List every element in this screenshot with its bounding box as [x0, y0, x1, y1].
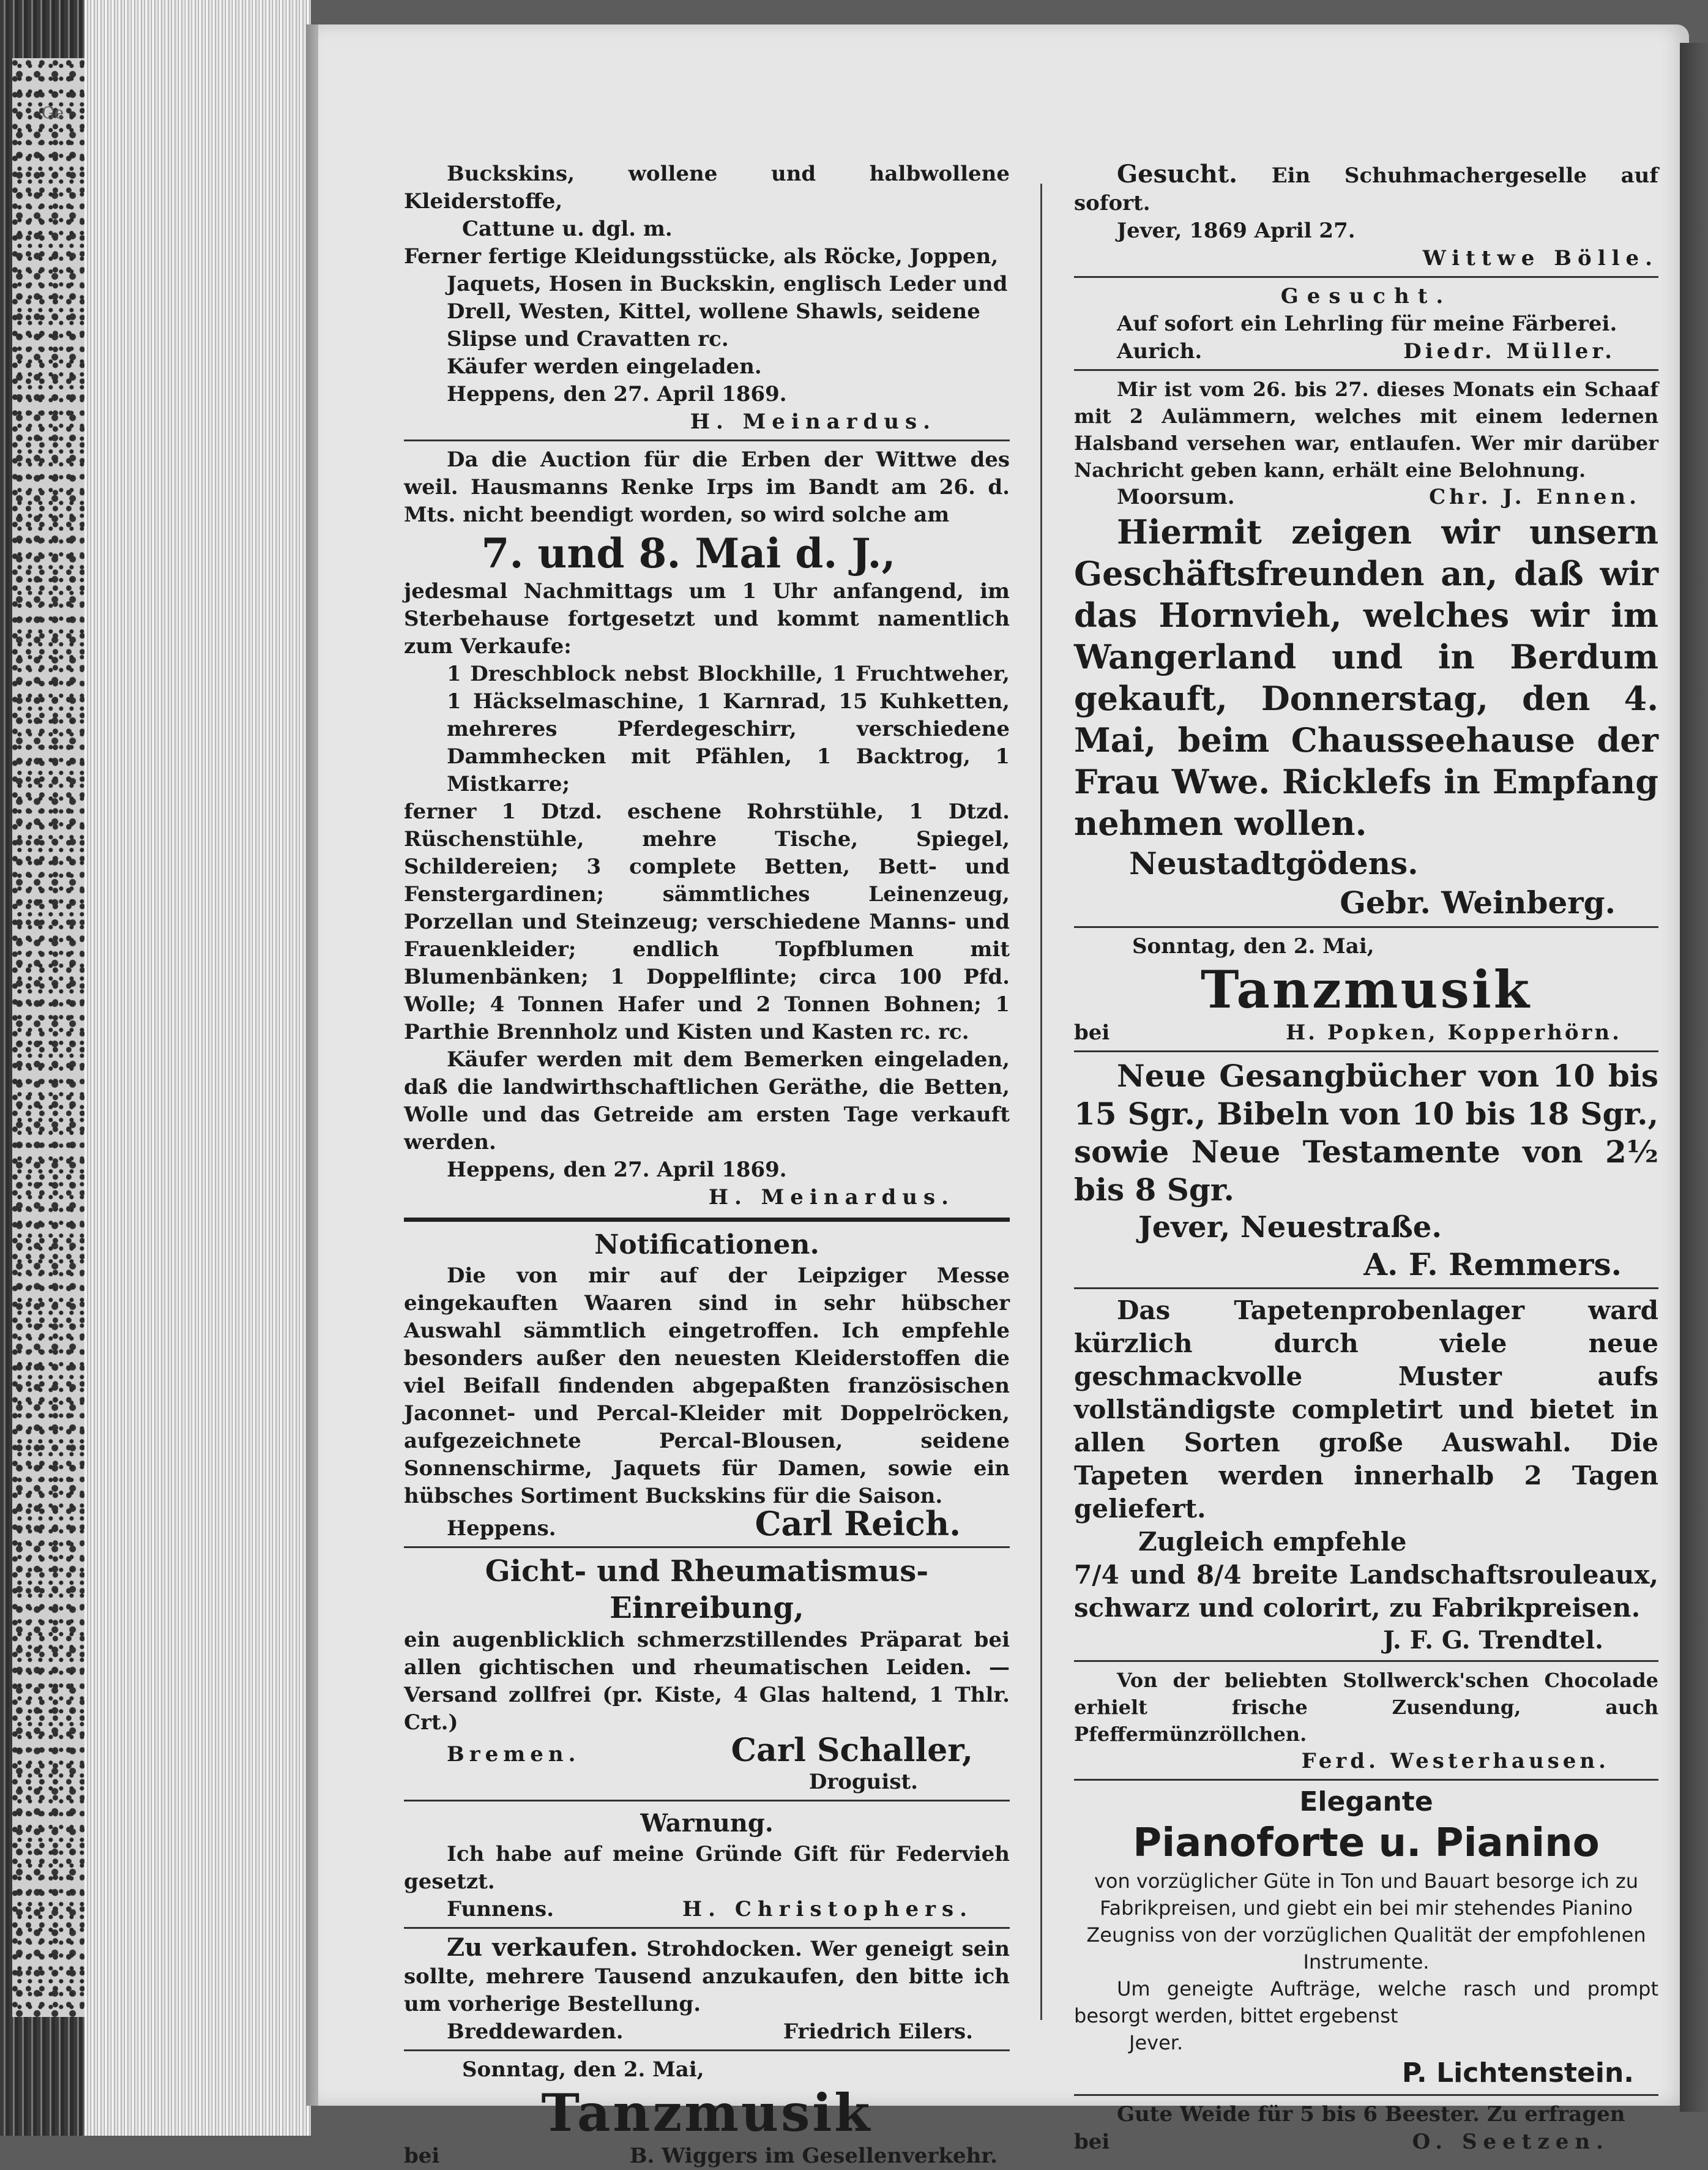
dance-heading: Tanzmusik	[541, 2082, 873, 2143]
ad-text: Da die Auction für die Erben der Wittwe des weil. Hausmanns Renke Irps im Bandt am 26. d. Mts. nicht beendigt worden, so wird solche am	[404, 447, 1010, 527]
ad-footer	[1074, 1019, 1658, 1047]
bei-label: bei	[1074, 2130, 1110, 2154]
ad-signature: Diedr. Müller.	[1403, 339, 1616, 364]
ad-place: Breddewarden.	[447, 2019, 624, 2044]
ad-footer	[1074, 338, 1658, 365]
separator	[1074, 1660, 1658, 1662]
ad-notifications	[404, 1228, 1010, 1543]
ad-heading: Warnung.	[640, 1809, 774, 1838]
ad-text: von vorzüglicher Güte in Ton und Bauart besorge ich zu Fabrikpreisen, und giebt ein bei mir stehendes Pianino Zeugniss von der vorzüglichen Qualität der empfohlenen Instrumente.	[1086, 1869, 1646, 1974]
ad-signature: Wittwe Bölle.	[1422, 246, 1658, 271]
separator	[1074, 369, 1658, 371]
ad-pasture	[1074, 2101, 1658, 2156]
ad-text: Auf sofort ein Lehrling für meine Färberei.	[1117, 312, 1617, 336]
ad-text: Zugleich empfehle	[1138, 1527, 1407, 1557]
ad-auction	[404, 446, 1010, 1211]
ad-clothing	[404, 160, 1010, 436]
ad-heading: Gesucht.	[1280, 284, 1452, 309]
ad-text	[1074, 160, 1658, 217]
ad-text: Neue Gesangbücher von 10 bis 15 Sgr., Bibeln von 10 bis 18 Sgr., sowie Neue Testamente von 2½ bis 8 Sgr.	[1074, 1058, 1658, 1208]
ad-signature: H. Christophers.	[682, 1897, 973, 1921]
separator	[1074, 926, 1658, 928]
ad-text: Ich habe auf meine Gründe Gift für Federvieh gesetzt.	[404, 1842, 1010, 1894]
ad-line: Slipse und Cravatten rc.	[447, 327, 729, 351]
ad-footer	[1074, 2128, 1658, 2156]
ad-lead: Gesucht.	[1117, 160, 1238, 189]
ad-host: H. Popken, Kopperhörn.	[1286, 1020, 1622, 1045]
piano-heading: Pianoforte u. Pianino	[1133, 1820, 1600, 1866]
ad-warning	[404, 1806, 1010, 1923]
ad-line: Heppens, den 27. April 1869.	[447, 382, 787, 406]
separator	[404, 1546, 1010, 1548]
ad-place: Funnens.	[447, 1897, 554, 1921]
ad-pianos	[1074, 1786, 1658, 2090]
ad-host: B. Wiggers im Gesellenverkehr.	[629, 2144, 998, 2168]
section-heading: Notificationen.	[594, 1229, 819, 1260]
ad-footer	[404, 2018, 1010, 2046]
dance-heading: Tanzmusik	[1200, 959, 1532, 1020]
ad-gicht	[404, 1553, 1010, 1796]
ad-place-date: Heppens, den 27. April 1869.	[447, 1158, 787, 1182]
ad-text: Das Tapetenprobenlager ward kürzlich durch viele neue geschmackvolle Muster aufs vollständigste completirt und bietet in allen Sorten große Auswahl. Die Tapeten werden innerhalb 2 Tagen geliefert.	[1074, 1295, 1658, 1524]
ad-line: Ferner fertige Kleidungsstücke, als Röcke, Joppen,	[404, 244, 999, 269]
ad-text: Die von mir auf der Leipziger Messe eingekauften Waaren sind in sehr hübscher Auswahl sämmtlich eingetroffen. Ich empfehle besonders außer den neuesten Kleiderstoffen die viel Beifall findenden abgepaßten französischen Jaconnet- und Percal-Kleider mit Doppelröcken, aufgezeichnete Percal-Blousen, seidene Sonnenschirme, Jaquets für Damen, sowie ein hübsches Sortiment Buckskins für die Saison.	[404, 1263, 1010, 1508]
ad-place: Bremen.	[447, 1742, 581, 1767]
ad-wallpaper	[1074, 1294, 1658, 1656]
ad-signature: H. Meinardus.	[690, 410, 936, 434]
ad-text: Gute Weide für 5 bis 6 Beester. Zu erfragen	[1117, 2102, 1625, 2127]
ad-text: Käufer werden mit dem Bemerken eingeladen, daß die landwirthschaftlichen Geräthe, die Betten, Wolle und das Getreide am ersten Tage verkauft werden.	[404, 1047, 1010, 1154]
ad-signature: Carl Reich.	[755, 1504, 961, 1543]
right-column	[1074, 160, 1658, 2156]
ad-signature: J. F. G. Trendtel.	[1383, 1626, 1603, 1655]
ad-place: Jever.	[1129, 2031, 1184, 2054]
separator	[1074, 2094, 1658, 2096]
right-background	[1680, 43, 1708, 2112]
ad-signature: H. Meinardus.	[708, 1185, 955, 1210]
ad-line: Cattune u. dgl. m.	[462, 217, 673, 241]
ad-line: Käufer werden eingeladen.	[447, 354, 762, 379]
separator	[404, 2049, 1010, 2051]
ad-signature: Friedrich Eilers.	[783, 2019, 973, 2044]
separator	[404, 440, 1010, 441]
ad-footer	[404, 1732, 1010, 1769]
ad-place: Heppens.	[447, 1516, 556, 1541]
ad-text: Hiermit zeigen wir unsern Geschäftsfreunden an, daß wir das Hornvieh, welches wir im Wangerland und in Berdum gekauft, Donnerstag, den 4. Mai, beim Chausseehause der Frau Wwe. Ricklefs in Empfang nehmen wollen.	[1074, 512, 1658, 843]
marbled-endpaper	[12, 58, 86, 2017]
separator	[1074, 1287, 1658, 1289]
ad-signature: P. Lichtenstein.	[1401, 2057, 1634, 2089]
ad-text	[404, 1934, 1010, 2018]
ad-place: Moorsum.	[1117, 485, 1235, 509]
ad-text: Von der beliebten Stollwerck'schen Chocolade erhielt frische Zusendung, auch Pfeffermünzröllchen.	[1074, 1669, 1658, 1746]
left-column	[404, 160, 1010, 2170]
auction-date: 7. und 8. Mai d. J.,	[481, 529, 896, 577]
separator	[1074, 1050, 1658, 1052]
ad-title: Droguist.	[808, 1770, 918, 1794]
ad-footer	[404, 1896, 1010, 1923]
ad-signature: Gebr. Weinberg.	[1340, 885, 1616, 921]
bei-label: bei	[404, 2144, 440, 2168]
ad-dance-left	[404, 2056, 1010, 2170]
bei-label: bei	[1074, 1020, 1110, 1045]
thick-separator	[404, 1218, 1010, 1222]
ad-signature: Ferd. Westerhausen.	[1301, 1749, 1609, 1773]
ad-date: Sonntag, den 2. Mai,	[462, 2057, 704, 2082]
ad-for-sale	[404, 1934, 1010, 2046]
ad-wanted-apprentice	[1074, 283, 1658, 365]
ad-signature: Carl Schaller,	[731, 1732, 973, 1769]
ad-line: Buckskins, wollene und halbwollene Kleiderstoffe,	[404, 162, 1010, 214]
ad-text: Mir ist vom 26. bis 27. dieses Monats ein Schaaf mit 2 Aulämmern, welches mit einem ledernen Halsband versehen war, entlaufen. Wer mir darüber Nachricht geben kann, erhält eine Belohnung.	[1074, 378, 1658, 482]
ad-line: Drell, Westen, Kittel, wollene Shawls, seidene	[447, 299, 980, 324]
ad-dance-right	[1074, 933, 1658, 1047]
column-divider	[1040, 184, 1042, 2020]
margin-label: Ge	[42, 104, 64, 122]
separator	[1074, 1779, 1658, 1781]
ad-date: Sonntag, den 2. Mai,	[1132, 934, 1374, 959]
ad-place-date: Jever, 1869 April 27.	[1117, 219, 1356, 243]
separator	[404, 1800, 1010, 1801]
ad-footer	[404, 2142, 1010, 2170]
ad-footer	[1074, 484, 1658, 511]
ad-text: ein augenblicklich schmerzstillendes Präparat bei allen gichtischen und rheumatischen Leiden. — Versand zollfrei (pr. Kiste, 4 Glas haltend, 1 Thlr. Crt.)	[404, 1628, 1010, 1735]
separator	[404, 1927, 1010, 1929]
ad-line: Jaquets, Hosen in Buckskin, englisch Leder und	[447, 272, 1008, 296]
ad-chocolate	[1074, 1667, 1658, 1775]
ad-text-body: Strohdocken. Wer geneigt sein sollte, mehrere Tausend anzukaufen, den bitte ich um vorherige Bestellung.	[404, 1937, 1010, 2016]
ad-signature: O. Seetzen.	[1412, 2130, 1609, 2154]
ad-signature: Chr. J. Ennen.	[1429, 485, 1640, 509]
ad-pre: Elegante	[1299, 1786, 1433, 1817]
ad-place: Neustadtgödens.	[1129, 845, 1419, 881]
separator	[1074, 276, 1658, 278]
ad-place: Aurich.	[1117, 339, 1203, 364]
ad-text: Um geneigte Aufträge, welche rasch und prompt besorgt werden, bittet ergebenst	[1074, 1977, 1658, 2027]
ad-footer	[404, 1504, 1010, 1543]
ad-place: Jever, Neuestraße.	[1138, 1210, 1442, 1244]
ad-text: jedesmal Nachmittags um 1 Uhr anfangend, im Sterbehause fortgesetzt und kommt namentlich zum Verkaufe:	[404, 579, 1010, 659]
ad-text: 7/4 und 8/4 breite Landschaftsrouleaux, schwarz und colorirt, zu Fabrikpreisen.	[1074, 1560, 1658, 1623]
ad-lead: Zu verkaufen.	[447, 1933, 638, 1962]
page-edges	[84, 0, 311, 2136]
ad-signature: A. F. Remmers.	[1363, 1246, 1622, 1282]
ad-cattle	[1074, 511, 1658, 922]
ad-text-body: Ein Schuhmachergeselle auf sofort.	[1074, 163, 1658, 215]
ad-lost-sheep	[1074, 376, 1658, 511]
ad-text: ferner 1 Dtzd. eschene Rohrstühle, 1 Dtzd. Rüschenstühle, mehre Tische, Spiegel, Schildereien; 3 complete Betten, Bett- und Fenstergardinen; sämmtliches Leinenzeug, Porzellan und Steinzeug; verschiedene Manns- und Frauenkleider; endlich Topfblumen mit Blumenbänken; 1 Doppelflinte; circa 100 Pfd. Wolle; 4 Tonnen Hafer und 2 Tonnen Bohnen; 1 Parthie Brennholz und Kisten und Kasten rc. rc.	[404, 799, 1010, 1044]
ad-heading: Gicht- und Rheumatismus-Einreibung,	[485, 1554, 929, 1625]
ad-books	[1074, 1057, 1658, 1284]
ad-text: 1 Dreschblock nebst Blockhille, 1 Fruchtweher, 1 Häckselmaschine, 1 Karnrad, 15 Kuhketten, mehreres Pferdegeschirr, verschiedene Dammhecken mit Pfählen, 1 Backtrog, 1 Mistkarre;	[447, 662, 1010, 796]
ad-wanted-shoemaker	[1074, 160, 1658, 272]
